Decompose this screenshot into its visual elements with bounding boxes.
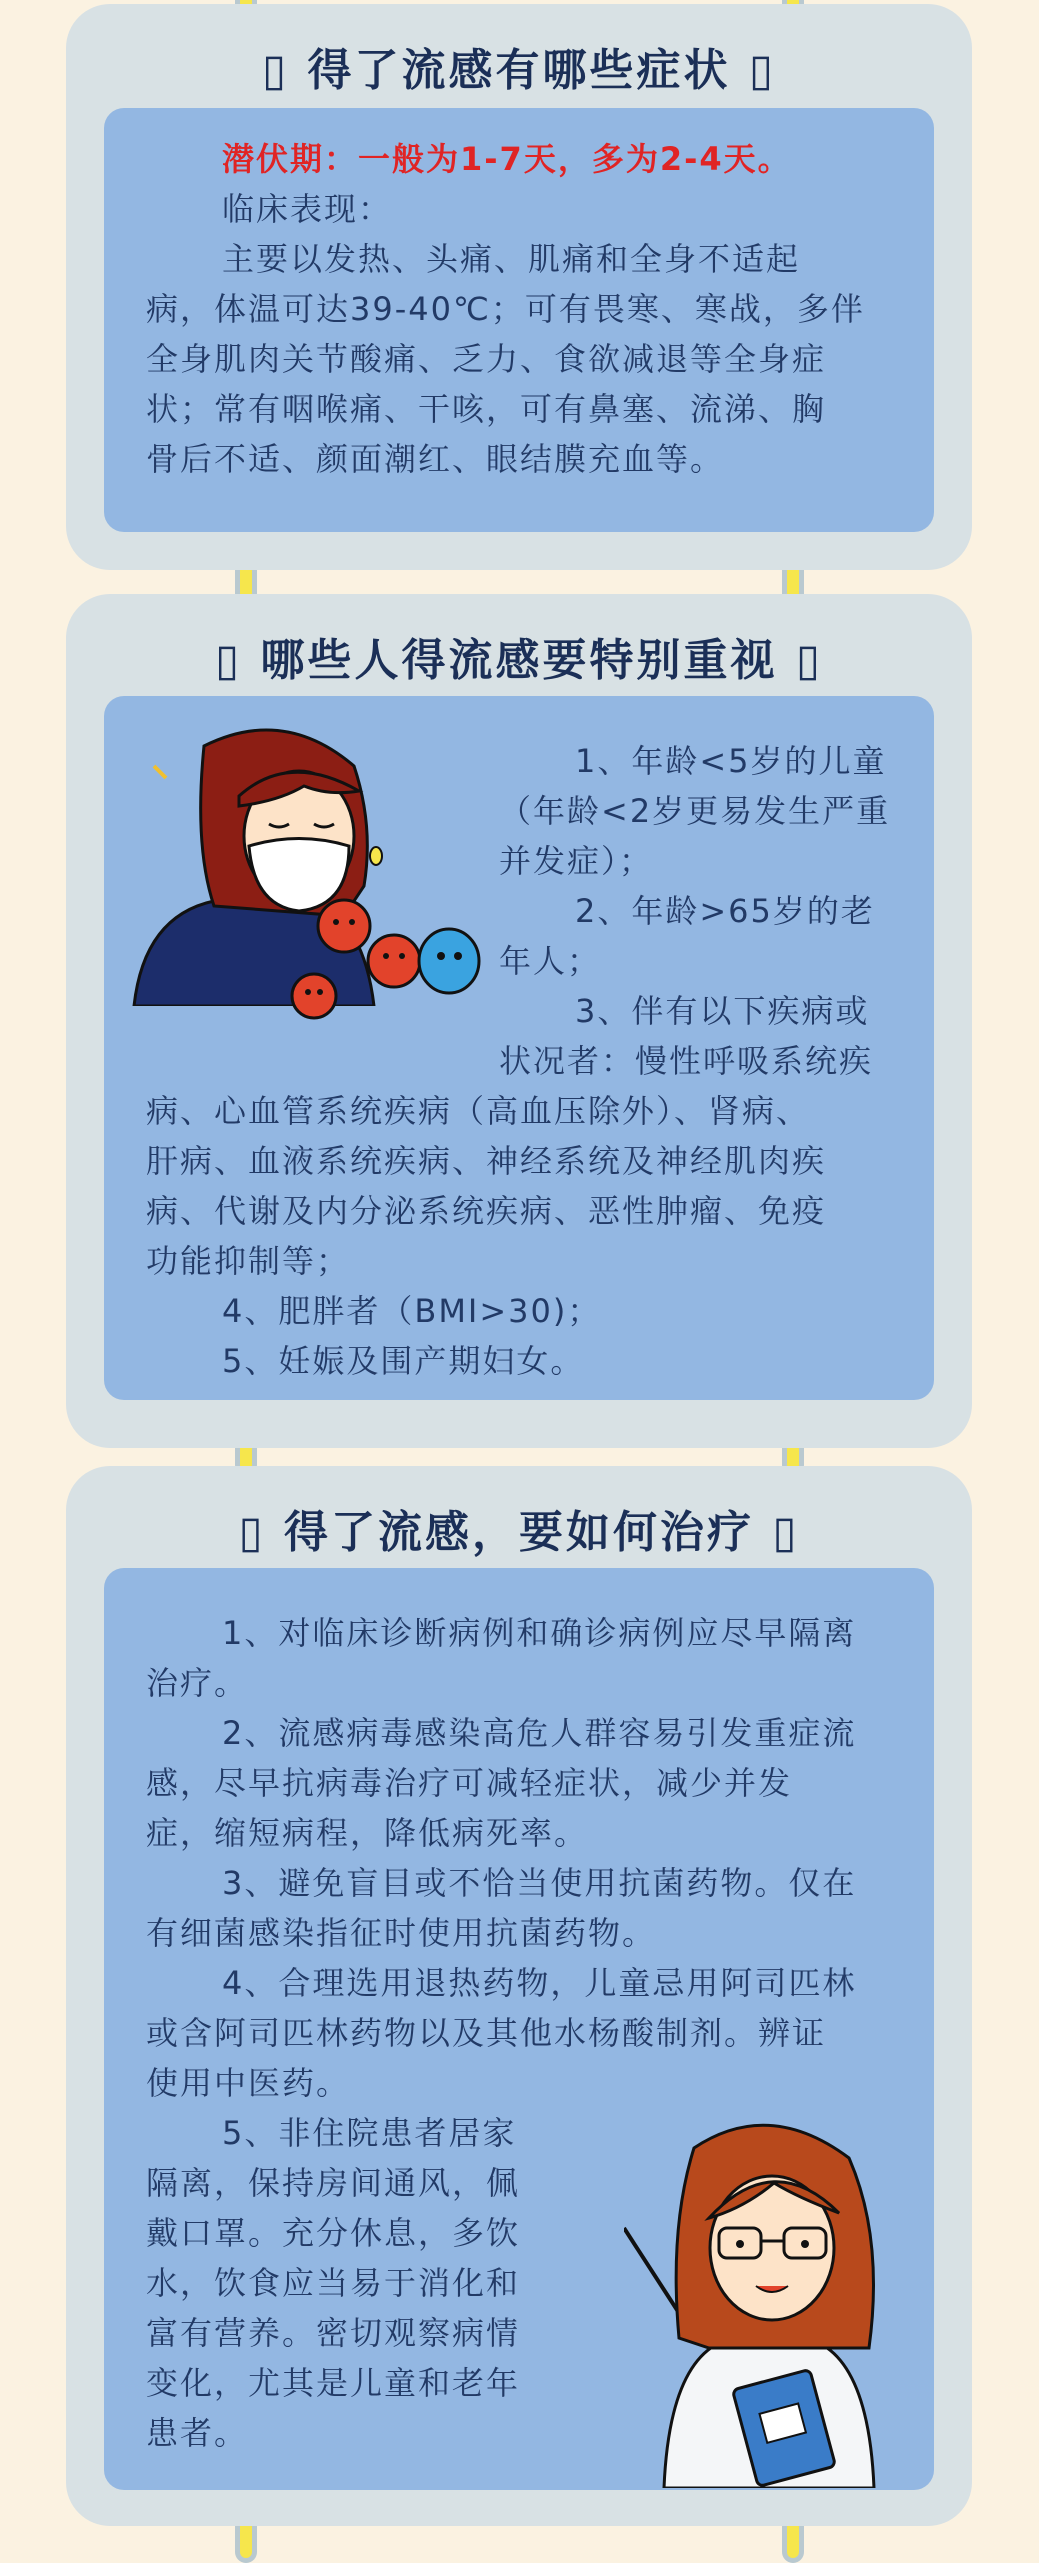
body-text-line: 并发症）； xyxy=(499,842,654,880)
section-title: ▯ 得了流感有哪些症状 ▯ xyxy=(261,45,777,96)
body-text-line: 有细菌感染指征时使用抗菌药物。 xyxy=(146,1914,657,1952)
risk-groups-panel xyxy=(104,696,934,1400)
germ-characters-illustration xyxy=(284,886,534,1036)
body-text-line: 感，尽早抗病毒治疗可减轻症状，减少并发 xyxy=(146,1764,793,1802)
incubation-period-text: 潜伏期：一般为1-7天，多为2-4天。 xyxy=(222,140,792,178)
doctor-woman-illustration xyxy=(624,2108,904,2488)
body-text-line: 肝病、血液系统疾病、神经系统及神经肌肉疾 xyxy=(146,1142,827,1180)
body-text-line: 或含阿司匹林药物以及其他水杨酸制剂。辨证 xyxy=(146,2014,827,2052)
body-text-line: 功能抑制等； xyxy=(146,1242,351,1280)
body-text-line: 症，缩短病程，降低病死率。 xyxy=(146,1814,589,1852)
body-text-line: 富有营养。密切观察病情 xyxy=(146,2314,521,2352)
body-text-line: 状；常有咽喉痛、干咳，可有鼻塞、流涕、胸 xyxy=(146,390,827,428)
treatment-card xyxy=(66,1466,972,2526)
body-text-line: 2、年龄>65岁的老 xyxy=(575,892,875,930)
body-text-line: 3、避免盲目或不恰当使用抗菌药物。仅在 xyxy=(222,1864,857,1902)
body-text-line: 隔离，保持房间通风，佩 xyxy=(146,2164,521,2202)
symptoms-card xyxy=(66,4,972,570)
body-text-line: 年人； xyxy=(499,942,602,980)
body-text-line: 病、代谢及内分泌系统疾病、恶性肿瘤、免疫 xyxy=(146,1192,827,1230)
body-text-line: 4、肥胖者（BMI>30)； xyxy=(222,1292,602,1330)
body-text-line: 4、合理选用退热药物，儿童忌用阿司匹林 xyxy=(222,1964,857,2002)
body-text-line: 3、伴有以下疾病或 xyxy=(575,992,870,1030)
body-text-line: 患者。 xyxy=(146,2414,249,2452)
body-text-line: 变化，尤其是儿童和老年 xyxy=(146,2364,521,2402)
body-text-line: 状况者：慢性呼吸系统疾 xyxy=(499,1042,874,1080)
body-text-line: 2、流感病毒感染高危人群容易引发重症流 xyxy=(222,1714,857,1752)
body-text-line: 5、妊娠及围产期妇女。 xyxy=(222,1342,585,1380)
body-text-line: 病、心血管系统疾病（高血压除外）、肾病、 xyxy=(146,1092,811,1130)
section-title: ▯ 得了流感，要如何治疗 ▯ xyxy=(238,1507,800,1558)
body-text-line: 1、对临床诊断病例和确诊病例应尽早隔离 xyxy=(222,1614,857,1652)
risk-groups-card xyxy=(66,594,972,1448)
body-text-line: 骨后不适、颜面潮红、眼结膜充血等。 xyxy=(146,440,725,478)
section-title: ▯ 哪些人得流感要特别重视 ▯ xyxy=(214,635,824,686)
body-text-line: 全身肌肉关节酸痛、乏力、食欲减退等全身症 xyxy=(146,340,827,378)
body-text-line: 戴口罩。充分休息，多饮 xyxy=(146,2214,521,2252)
body-text-line: （年龄<2岁更易发生严重 xyxy=(499,792,891,830)
body-text-line: 病，体温可达39-40℃；可有畏寒、寒战，多伴 xyxy=(146,290,865,328)
symptoms-panel xyxy=(104,108,934,532)
body-text-line: 1、年龄<5岁的儿童 xyxy=(575,742,887,780)
body-text-line: 主要以发热、头痛、肌痛和全身不适起 xyxy=(222,240,801,278)
body-text-line: 水，饮食应当易于消化和 xyxy=(146,2264,521,2302)
body-text-line: 5、非住院患者居家 xyxy=(222,2114,517,2152)
body-text-line: 治疗。 xyxy=(146,1664,249,1702)
treatment-panel xyxy=(104,1568,934,2490)
body-text-line: 使用中医药。 xyxy=(146,2064,351,2102)
body-text-line: 临床表现： xyxy=(222,190,393,228)
